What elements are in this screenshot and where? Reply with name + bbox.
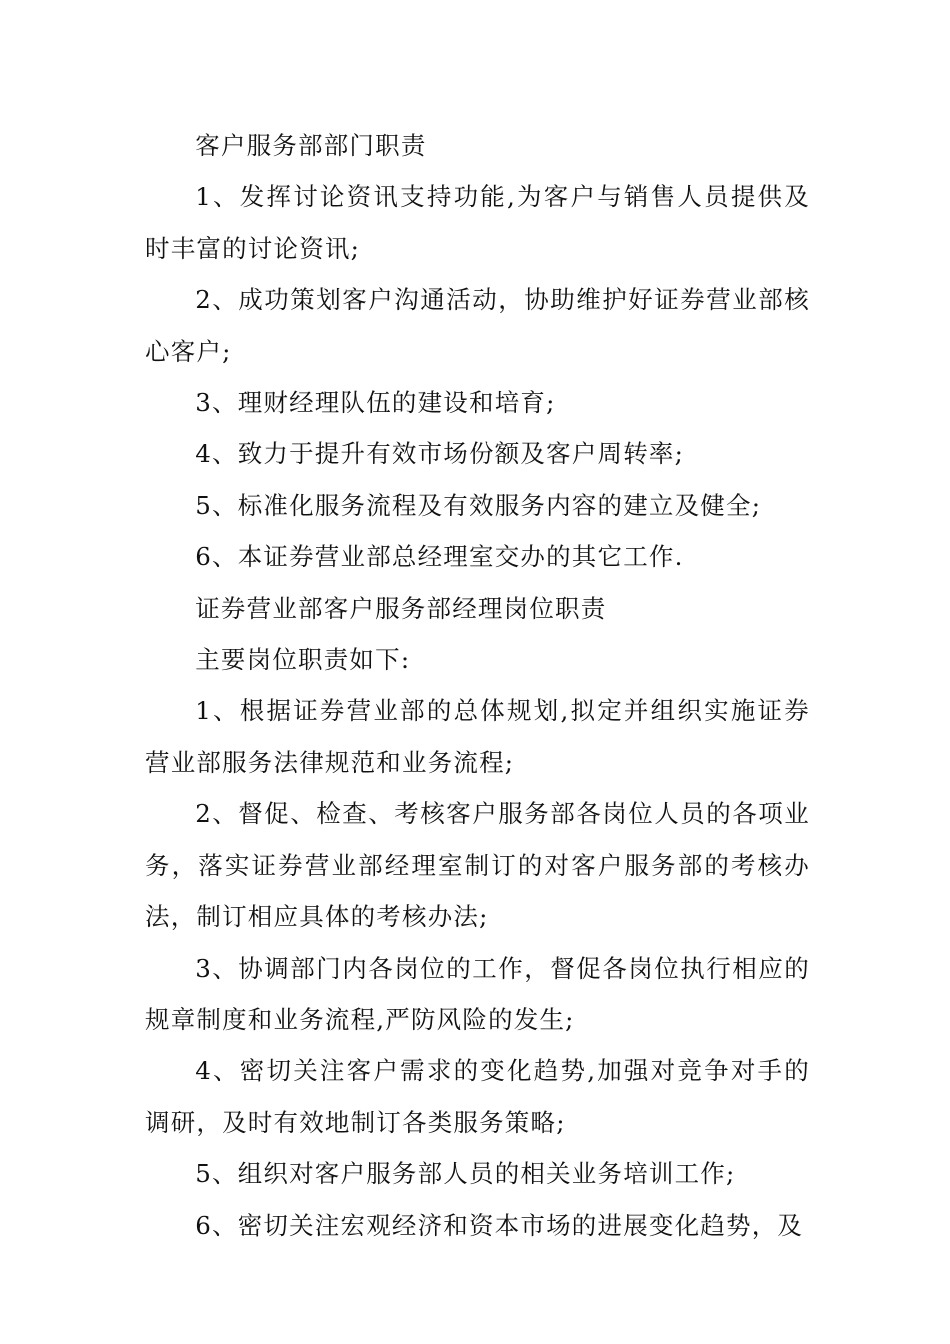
manager-duty-6: 6、密切关注宏观经济和资本市场的进展变化趋势，及 — [195, 1210, 804, 1240]
manager-duty-4: 4、密切关注客户需求的变化趋势,加强对竞争对手的调研，及时有效地制订各类服务策略; — [145, 1056, 810, 1137]
manager-duty-1: 1、根据证券营业部的总体规划,拟定并组织实施证券营业部服务法律规范和业务流程; — [145, 696, 810, 777]
manager-duty-3: 3、协调部门内各岗位的工作，督促各岗位执行相应的规章制度和业务流程,严防风险的发生; — [145, 953, 810, 1034]
main-duties-intro: 主要岗位职责如下: — [195, 645, 411, 675]
manager-duty-5: 5、组织对客户服务部人员的相关业务培训工作; — [195, 1159, 736, 1189]
section-title-manager-duties: 证券营业部客户服务部经理岗位职责 — [195, 593, 607, 623]
dept-duty-4: 4、致力于提升有效市场份额及客户周转率; — [195, 439, 685, 469]
dept-duty-2: 2、成功策划客户沟通活动，协助维护好证券营业部核心客户; — [145, 285, 810, 366]
document-body — [145, 120, 810, 1251]
dept-duty-1: 1、发挥讨论资讯支持功能,为客户与销售人员提供及时丰富的讨论资讯; — [145, 182, 810, 263]
dept-duty-5: 5、标准化服务流程及有效服务内容的建立及健全; — [195, 490, 762, 520]
manager-duty-2: 2、督促、检查、考核客户服务部各岗位人员的各项业务，落实证券营业部经理室制订的对客户服务部的考核办法，制订相应具体的考核办法; — [145, 799, 810, 932]
dept-duty-3: 3、理财经理队伍的建设和培育; — [195, 388, 556, 418]
section-title-dept-duties: 客户服务部部门职责 — [195, 131, 427, 160]
dept-duty-6: 6、本证券营业部总经理室交办的其它工作. — [195, 542, 684, 572]
